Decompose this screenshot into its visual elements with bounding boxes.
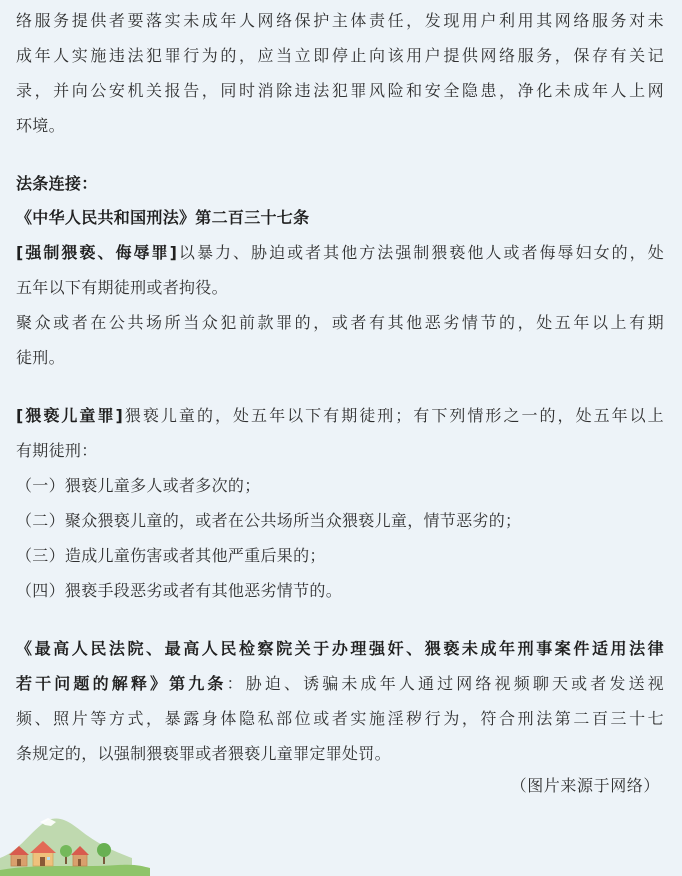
list-item: （四）猥亵手段恶劣或者有其他恶劣情节的。 — [16, 581, 343, 600]
crime2-text: 猥亵儿童的，处五年以下有期徒刑；有下列情形之一的，处五年以上 — [123, 406, 664, 425]
paragraph-line: 环境。 — [16, 116, 65, 135]
interpretation-text: ：胁迫、诱骗未成年人通过网络视频聊天或者发送视 — [226, 674, 664, 693]
interpretation-line4: 条规定的，以强制猥亵罪或者猥亵儿童罪定罪处罚。 — [16, 744, 391, 763]
legal-links-heading: 法条连接： — [16, 174, 98, 193]
list-item: （三）造成儿童伤害或者其他严重后果的； — [16, 546, 326, 565]
village-illustration — [0, 796, 682, 876]
crime1-line2: 五年以下有期徒刑或者拘役。 — [16, 278, 228, 297]
interpretation-line2 — [16, 672, 664, 696]
crime2-line2: 有期徒刑： — [16, 441, 98, 460]
crime1-line3: 聚众或者在公共场所当众犯前款罪的，或者有其他恶劣情节的，处五年以上有期 — [16, 313, 664, 332]
paragraph-line: 络服务提供者要落实未成年人网络保护主体责任，发现用户利用其网络服务对未 — [16, 11, 664, 30]
paragraph-line: 录，并向公安机关报告，同时消除违法犯罪风险和安全隐患，净化未成年人上网 — [16, 81, 664, 100]
crime1-name: [强制猥亵、侮辱罪] — [16, 243, 178, 262]
interpretation-line3: 频、照片等方式，暴露身体隐私部位或者实施淫秽行为，符合刑法第二百三十七 — [16, 709, 664, 728]
crime1-text: 以暴力、胁迫或者其他方法强制猥亵他人或者侮辱妇女的，处 — [177, 243, 664, 262]
criminal-law-title: 《中华人民共和国刑法》第二百三十七条 — [16, 208, 310, 227]
crime2-line1 — [16, 404, 664, 428]
list-item: （二）聚众猥亵儿童的，或者在公共场所当众猥亵儿童，情节恶劣的； — [16, 511, 522, 530]
paragraph-line: 成年人实施违法犯罪行为的，应当立即停止向该用户提供网络服务，保存有关记 — [16, 46, 664, 65]
crime1-line1 — [16, 241, 664, 265]
interpretation-title-line2: 若干问题的解释》第九条 — [16, 674, 227, 693]
image-source-note: （图片来源于网络） — [510, 776, 660, 795]
crime1-line4: 徒刑。 — [16, 348, 65, 367]
interpretation-title-line1: 《最高人民法院、最高人民检察院关于办理强奸、猥亵未成年刑事案件适用法律 — [16, 639, 664, 658]
crime2-name: [猥亵儿童罪] — [16, 406, 124, 425]
list-item: （一）猥亵儿童多人或者多次的； — [16, 476, 261, 495]
